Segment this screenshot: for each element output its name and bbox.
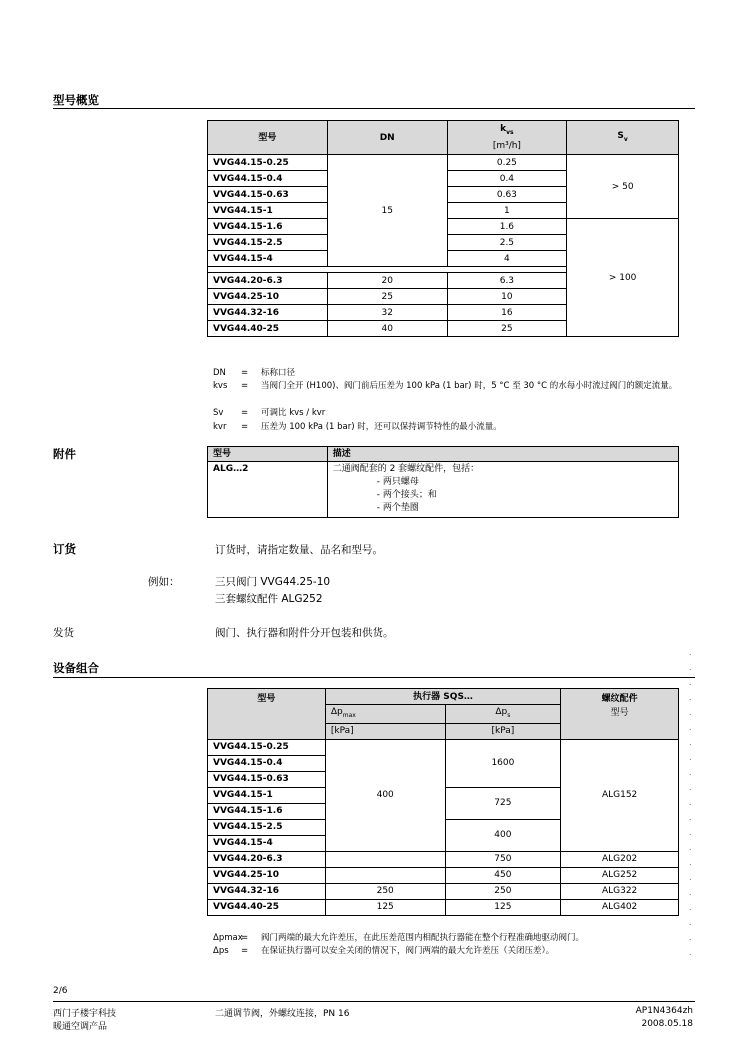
table-cell-kvs: 1 — [447, 203, 567, 219]
section-title-ordering: 订货 — [53, 542, 76, 556]
accessory-desc: 二通阀配套的 2 套螺纹配件，包括： - 两只螺母 - 两个接头；和 - 两个垫圈 — [327, 462, 678, 518]
table-cell-kvs: 10 — [447, 289, 567, 305]
margin-dots: . . . . . . . . . . . . . . . . . . . . . — [689, 648, 692, 957]
table-cell-thread: ALG152 — [561, 739, 679, 851]
accessory-model: ALG…2 — [208, 462, 328, 518]
table-cell-dpmax — [325, 867, 445, 883]
table-cell-dps: 725 — [445, 787, 561, 819]
section-title-delivery: 发货 — [53, 627, 74, 639]
table-cell-dps: 400 — [445, 819, 561, 851]
header-sv: $S_v$ — [567, 121, 679, 155]
header-kvs: $k_{vs}$ [m³/h] — [447, 121, 567, 155]
table-cell-thread: ALG202 — [561, 851, 679, 867]
table-cell-sv: > 50 — [567, 155, 679, 219]
table-cell-model: VVG44.15-1 — [208, 203, 328, 219]
footer-product: 二通调节阀，外螺纹连接，PN 16 — [215, 1009, 350, 1019]
table-cell-model: VVG44.25-10 — [208, 867, 326, 883]
table-cell-kvs: 2.5 — [447, 235, 567, 251]
overview-table — [207, 120, 679, 337]
table-cell-model: VVG44.20-6.3 — [208, 273, 328, 289]
header-model: 型号 — [208, 121, 328, 155]
table-cell-dn: 32 — [327, 305, 447, 321]
footer-rule — [53, 1001, 695, 1002]
table-cell-model: VVG44.15-2.5 — [208, 819, 326, 835]
table-cell-model: VVG44.15-1.6 — [208, 803, 326, 819]
header-dn: DN — [327, 121, 447, 155]
example-line: 三只阀门 VVG44.25-10 — [215, 576, 331, 588]
table-cell-thread: ALG322 — [561, 883, 679, 899]
header-actuator: 执行器 SQS… — [325, 689, 560, 705]
table-cell-model: VVG44.25-10 — [208, 289, 328, 305]
footer-company: 西门子楼宇科技 — [53, 1009, 117, 1019]
table-cell-dpmax: 125 — [325, 899, 445, 915]
table-cell-thread: ALG252 — [561, 867, 679, 883]
table-cell-model: VVG44.15-0.25 — [208, 739, 326, 755]
ordering-text: 订货时，请指定数量、品名和型号。 — [215, 544, 383, 556]
table-cell-dps: 450 — [445, 867, 561, 883]
table-cell-dn: 15 — [327, 155, 447, 267]
table-cell-model: VVG44.15-4 — [208, 835, 326, 851]
table-cell-model: VVG44.15-0.63 — [208, 187, 328, 203]
table-cell-model: VVG44.15-1.6 — [208, 219, 328, 235]
table-cell-model: VVG44.15-0.25 — [208, 155, 328, 171]
table-cell-kvs: 0.63 — [447, 187, 567, 203]
table-cell-model: VVG44.32-16 — [208, 883, 326, 899]
table-cell-kvs: 0.25 — [447, 155, 567, 171]
table-cell-model: VVG44.15-2.5 — [208, 235, 328, 251]
header-model: 型号 — [208, 689, 326, 740]
footer-doc-number: AP1N4364zh — [635, 1006, 693, 1016]
header-unit: [kPa] — [445, 723, 561, 739]
section-rule — [53, 108, 695, 109]
combination-table — [207, 688, 679, 916]
table-cell-dpmax: 250 — [325, 883, 445, 899]
delivery-text: 阀门、执行器和附件分开包装和供货。 — [215, 627, 394, 639]
table-cell-dn: 40 — [327, 321, 447, 337]
table-cell-model: VVG44.40-25 — [208, 899, 326, 915]
header-desc: 描述 — [327, 447, 678, 462]
table-cell-kvs: 4 — [447, 251, 567, 267]
section-title-overview: 型号概览 — [53, 93, 99, 107]
table-cell-dn: 25 — [327, 289, 447, 305]
overview-notes: DN = 标称口径 kvs = 当阀门全开 (H100)、阀门前后压差为 100 kPa (1 bar) 时，5 °C 至 30 °C 的水每小时流过阀门的额定流量。 Sv = 可调比 kvs / kvr kvr = 压差为 100 kPa (1 bar) 时，还可以保持调节特性的最小流量。 — [213, 368, 678, 432]
table-cell-kvs: 25 — [447, 321, 567, 337]
table-cell-kvs: 6.3 — [447, 273, 567, 289]
table-cell-dps: 750 — [445, 851, 561, 867]
table-cell-model: VVG44.32-16 — [208, 305, 328, 321]
header-model: 型号 — [208, 447, 328, 462]
table-cell-dps: 1600 — [445, 739, 561, 787]
section-title-accessories: 附件 — [53, 447, 76, 461]
table-cell-model: VVG44.15-0.4 — [208, 755, 326, 771]
page-number: 2/6 — [53, 986, 68, 996]
footer-division: 暖通空调产品 — [53, 1022, 108, 1032]
section-rule — [53, 677, 695, 678]
example-label: 例如： — [148, 576, 180, 588]
table-cell-dpmax: 400 — [325, 739, 445, 851]
header-dps: $\Delta p_s$ — [445, 705, 561, 724]
table-cell-dpmax — [325, 851, 445, 867]
section-title-combination: 设备组合 — [53, 661, 99, 675]
table-cell-thread: ALG402 — [561, 899, 679, 915]
table-cell-dn: 20 — [327, 273, 447, 289]
table-cell-dps: 250 — [445, 883, 561, 899]
header-dpmax: $\Delta p_{max}$ — [325, 705, 445, 724]
header-thread: 螺纹配件 型号 — [561, 689, 679, 740]
table-cell-model: VVG44.15-0.4 — [208, 171, 328, 187]
table-cell-model: VVG44.20-6.3 — [208, 851, 326, 867]
table-cell-model: VVG44.15-0.63 — [208, 771, 326, 787]
table-cell-kvs: 16 — [447, 305, 567, 321]
example-line: 三套螺纹配件 ALG252 — [215, 593, 323, 605]
header-unit: [kPa] — [325, 723, 445, 739]
table-cell-model: VVG44.40-25 — [208, 321, 328, 337]
accessories-table — [207, 446, 679, 518]
table-cell-sv: > 100 — [567, 219, 679, 337]
table-cell-model: VVG44.15-4 — [208, 251, 328, 267]
footer-date: 2008.05.18 — [641, 1019, 693, 1029]
table-cell-kvs: 0.4 — [447, 171, 567, 187]
table-cell-dps: 125 — [445, 899, 561, 915]
table-cell-kvs: 1.6 — [447, 219, 567, 235]
table-cell-model: VVG44.15-1 — [208, 787, 326, 803]
combination-notes: Δpmax = 阀门两端的最大允许差压，在此压差范围内相配执行器能在整个行程准确地驱动阀门。 Δps = 在保证执行器可以安全关闭的情况下，阀门两端的最大允许差压（关闭压差）。 — [213, 933, 585, 956]
